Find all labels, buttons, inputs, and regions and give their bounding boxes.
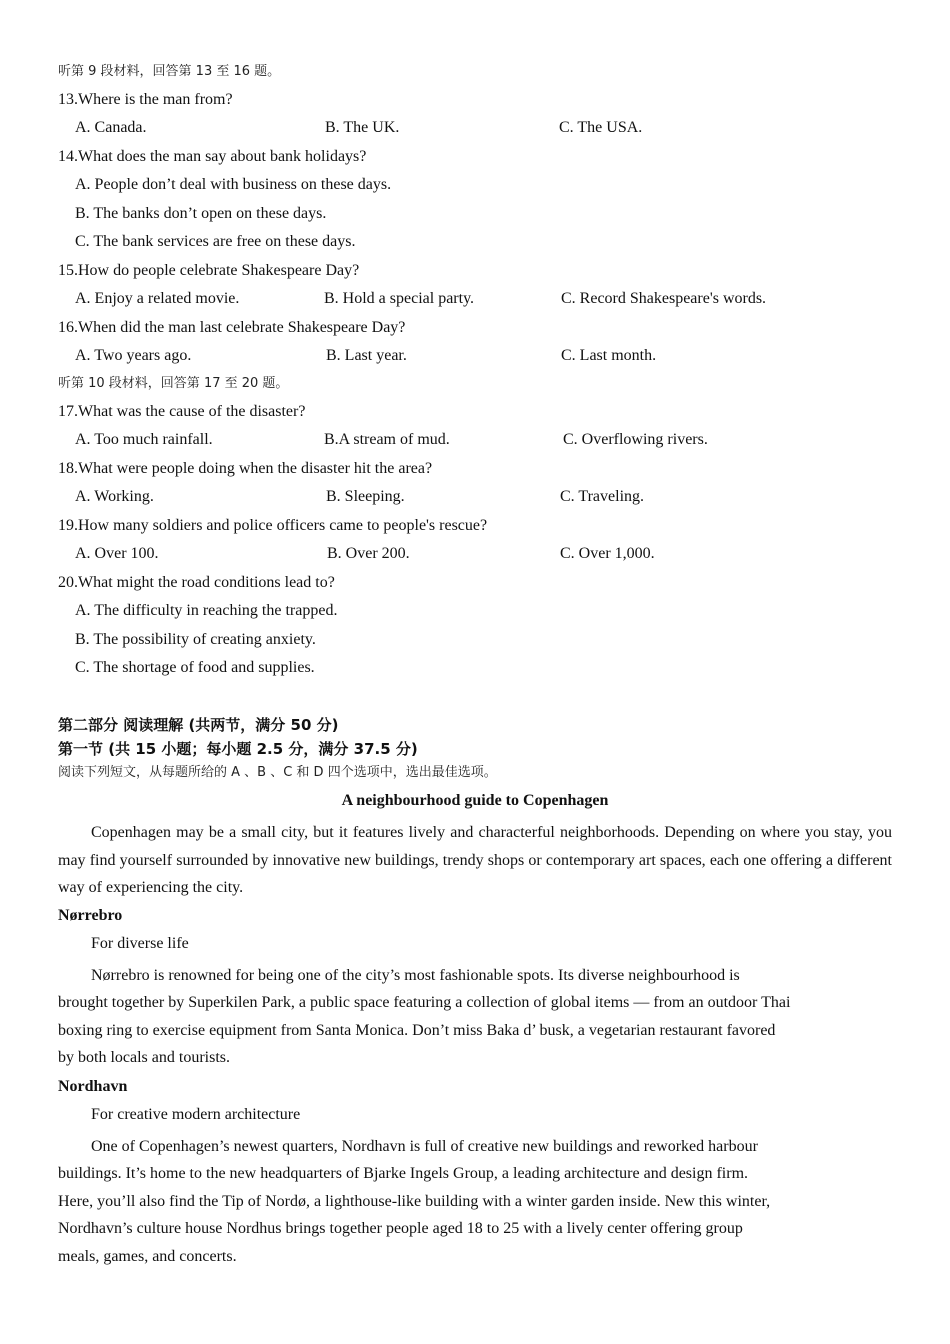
q13-option-b: B. The UK. — [325, 119, 400, 136]
q18-option-b: B. Sleeping. — [326, 488, 405, 505]
reading-instruction: 阅读下列短文，从每题所给的 A 、B 、C 和 D 四个选项中，选出最佳选项。 — [58, 765, 497, 780]
question-19: 19.How many soldiers and police officers came to people's rescue? — [58, 517, 488, 534]
nordhavn-line-4: Nordhavn’s culture house Nordhus brings together people aged 18 to 25 with a lively center offering group — [58, 1220, 743, 1237]
q16-option-b: B. Last year. — [326, 347, 407, 364]
q15-option-b: B. Hold a special party. — [324, 290, 475, 307]
section-heading-nordhavn: Nordhavn — [58, 1078, 128, 1095]
question-16: 16.When did the man last celebrate Shakespeare Day? — [58, 319, 406, 336]
q20-option-c: C. The shortage of food and supplies. — [75, 659, 315, 676]
listening-intro-9: 听第 9 段材料，回答第 13 至 16 题。 — [58, 64, 281, 79]
nordhavn-line-3: Here, you’ll also find the Tip of Nordø, a lighthouse-like building with a winter garden inside. New this winter, — [58, 1193, 771, 1210]
norrebro-line-3: boxing ring to exercise equipment from Santa Monica. Don’t miss Baka d’ busk, a vegetarian restaurant favored — [58, 1022, 776, 1039]
q16-option-a: A. Two years ago. — [75, 347, 192, 364]
question-17: 17.What was the cause of the disaster? — [58, 403, 306, 420]
article-intro-paragraph — [58, 819, 892, 902]
q14-option-b: B. The banks don’t open on these days. — [75, 205, 327, 222]
part-two-title: 第二部分 阅读理解 (共两节，满分 50 分) — [58, 716, 339, 734]
section-tagline-norrebro: For diverse life — [91, 935, 189, 952]
section-one-title: 第一节 (共 15 小题；每小题 2.5 分，满分 37.5 分) — [58, 740, 418, 758]
question-20: 20.What might the road conditions lead to? — [58, 574, 335, 591]
norrebro-line-2: brought together by Superkilen Park, a public space featuring a collection of global items — from an outdoor Thai — [58, 994, 791, 1011]
q20-option-a: A. The difficulty in reaching the trapped. — [75, 602, 338, 619]
q15-option-c: C. Record Shakespeare's words. — [561, 290, 767, 307]
q18-option-c: C. Traveling. — [560, 488, 645, 505]
q18-option-a: A. Working. — [75, 488, 154, 505]
q14-option-c: C. The bank services are free on these days. — [75, 233, 356, 250]
q19-option-b: B. Over 200. — [327, 545, 410, 562]
question-14: 14.What does the man say about bank holidays? — [58, 148, 367, 165]
article-intro-text: Copenhagen may be a small city, but it features lively and characterful neighborhoods. Depending on where you stay, you may find yourself surrounded by innovative new buildings, trendy shops or contemporary art spaces, each one offering a different way of experiencing the city. — [58, 824, 892, 897]
q13-option-c: C. The USA. — [559, 119, 643, 136]
norrebro-line-4: by both locals and tourists. — [58, 1049, 230, 1066]
q19-option-c: C. Over 1,000. — [560, 545, 655, 562]
q17-option-c: C. Overflowing rivers. — [563, 431, 708, 448]
question-18: 18.What were people doing when the disaster hit the area? — [58, 460, 433, 477]
question-15: 15.How do people celebrate Shakespeare Day? — [58, 262, 360, 279]
q14-option-a: A. People don’t deal with business on these days. — [75, 176, 392, 193]
q16-option-c: C. Last month. — [561, 347, 657, 364]
section-tagline-nordhavn: For creative modern architecture — [91, 1106, 301, 1123]
section-heading-norrebro: Nørrebro — [58, 907, 123, 924]
nordhavn-line-2: buildings. It’s home to the new headquarters of Bjarke Ingels Group, a leading architecture and design firm. — [58, 1165, 749, 1182]
q20-option-b: B. The possibility of creating anxiety. — [75, 631, 316, 648]
q17-option-a: A. Too much rainfall. — [75, 431, 213, 448]
q13-option-a: A. Canada. — [75, 119, 147, 136]
q15-option-a: A. Enjoy a related movie. — [75, 290, 240, 307]
norrebro-line-1: Nørrebro is renowned for being one of the city’s most fashionable spots. Its diverse neighbourhood is — [91, 967, 740, 984]
article-title: A neighbourhood guide to Copenhagen — [341, 792, 609, 809]
listening-intro-10: 听第 10 段材料，回答第 17 至 20 题。 — [58, 376, 289, 391]
nordhavn-line-1: One of Copenhagen’s newest quarters, Nordhavn is full of creative new buildings and reworked harbour — [91, 1138, 758, 1155]
question-13: 13.Where is the man from? — [58, 91, 233, 108]
q19-option-a: A. Over 100. — [75, 545, 159, 562]
q17-option-b: B.A stream of mud. — [324, 431, 450, 448]
nordhavn-line-5: meals, games, and concerts. — [58, 1248, 237, 1265]
